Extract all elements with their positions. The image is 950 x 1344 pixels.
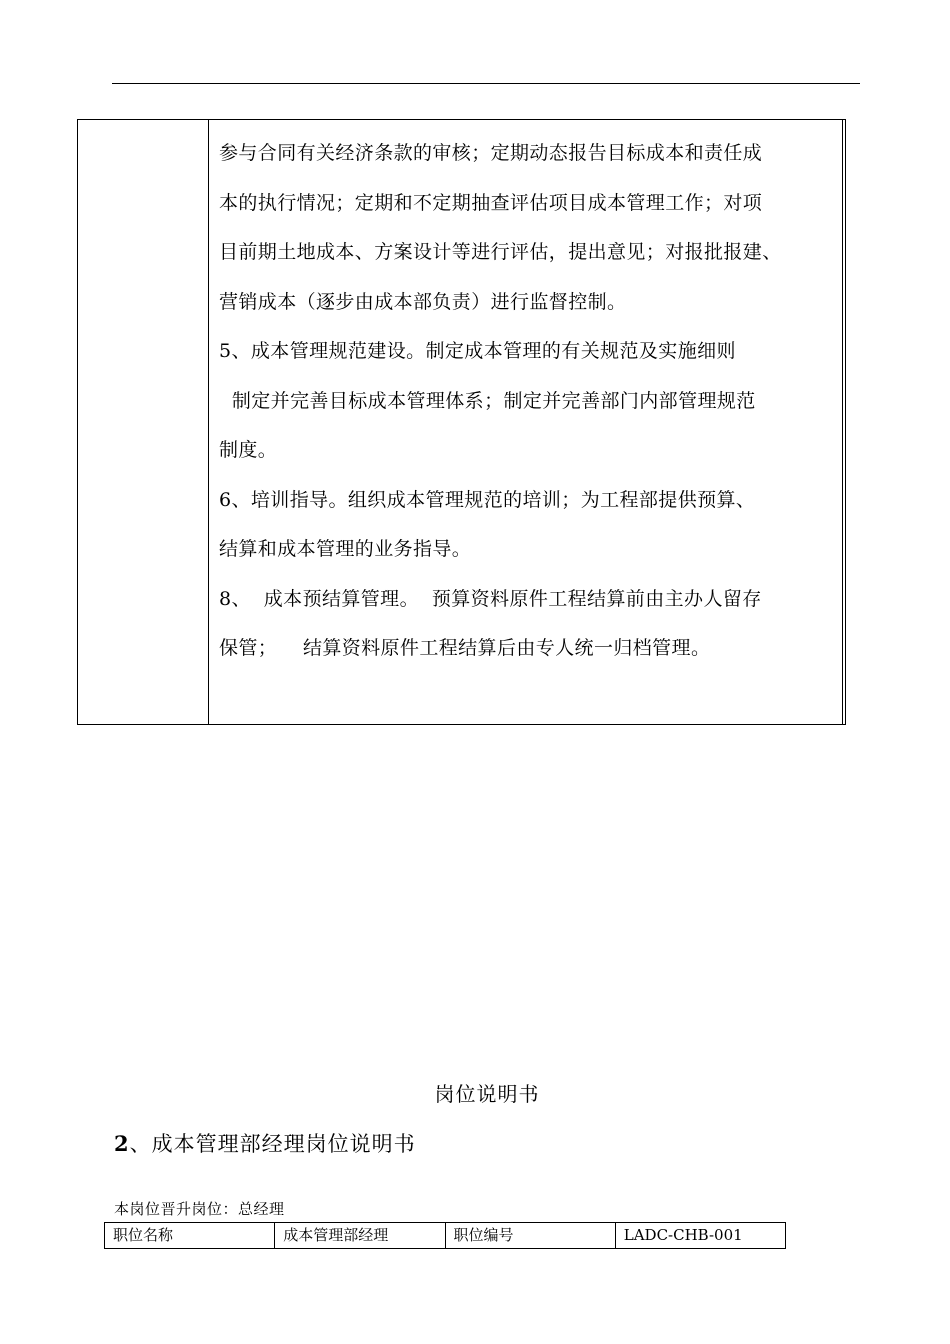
position-code-label: 职位编号 bbox=[446, 1223, 616, 1248]
duty-table bbox=[77, 119, 846, 725]
duty-line: 营销成本（逐步由成本部负责）进行监督控制。 bbox=[219, 290, 627, 313]
section-title: 、成本管理部经理岗位说明书 bbox=[129, 1132, 416, 1156]
position-name-label: 职位名称 bbox=[105, 1223, 275, 1248]
duty-line: 6、培训指导。组织成本管理规范的培训；为工程部提供预算、 bbox=[219, 488, 756, 511]
position-name-value: 成本管理部经理 bbox=[275, 1223, 445, 1248]
duty-line: 制定并完善目标成本管理体系；制定并完善部门内部管理规范 bbox=[219, 389, 756, 412]
duty-line: 结算和成本管理的业务指导。 bbox=[219, 538, 472, 560]
info-table bbox=[104, 1222, 786, 1249]
duty-line: 8、 成本预结算管理。 预算资料原件工程结算前由主办人留存 bbox=[219, 587, 762, 610]
header-rule bbox=[112, 83, 860, 84]
duty-content bbox=[219, 129, 839, 674]
duty-line: 本的执行情况；定期和不定期抽查评估项目成本管理工作；对项 bbox=[219, 191, 763, 214]
promotion-line: 本岗位晋升岗位：总经理 bbox=[114, 1200, 285, 1218]
section-number: 2 bbox=[114, 1131, 130, 1156]
position-code-value: LADC-CHB-001 bbox=[623, 1226, 743, 1244]
duty-line: 目前期土地成本、方案设计等进行评估，提出意见；对报批报建、 bbox=[219, 241, 782, 263]
column-divider bbox=[208, 120, 209, 724]
section-heading bbox=[114, 1128, 416, 1158]
table-right-border bbox=[842, 119, 843, 725]
document-title: 岗位说明书 bbox=[434, 1082, 540, 1106]
duty-line: 保管； 结算资料原件工程结算后由专人统一归档管理。 bbox=[219, 637, 711, 659]
duty-line: 参与合同有关经济条款的审核；定期动态报告目标成本和责任成 bbox=[219, 142, 763, 164]
duty-line: 制度。 bbox=[219, 439, 278, 461]
duty-line: 5、成本管理规范建设。制定成本管理的有关规范及实施细则 bbox=[219, 340, 736, 362]
